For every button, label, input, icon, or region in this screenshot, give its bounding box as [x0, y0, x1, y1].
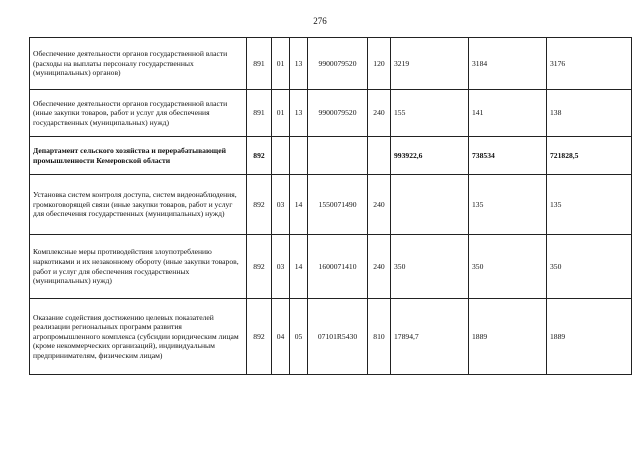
page-number: 276	[313, 16, 327, 26]
target-code: 1600071410	[308, 235, 368, 299]
value-2: 3184	[469, 38, 547, 90]
value-3: 138	[547, 90, 632, 137]
table-row	[30, 137, 632, 175]
section-code: 04	[272, 299, 290, 375]
value-1: 17894,7	[391, 299, 469, 375]
table-row	[30, 175, 632, 235]
subsection-code: 05	[290, 299, 308, 375]
section-code	[272, 137, 290, 175]
type-code: 240	[368, 235, 391, 299]
ministry-code: 891	[247, 38, 272, 90]
subsection-code: 13	[290, 38, 308, 90]
value-2: 350	[469, 235, 547, 299]
type-code: 240	[368, 175, 391, 235]
table-row	[30, 299, 632, 375]
budget-table	[29, 37, 632, 375]
value-2: 738534	[469, 137, 547, 175]
section-code: 03	[272, 175, 290, 235]
table-row	[30, 235, 632, 299]
table-row	[30, 38, 632, 90]
target-code: 9900079520	[308, 38, 368, 90]
section-code: 01	[272, 90, 290, 137]
row-name: Комплексные меры противодействия злоупотреблению наркотиками и их незаконному обороту (иные закупки товаров, работ и услуг для обеспечения государственных (муниципальных) нужд)	[30, 235, 247, 299]
target-code: 9900079520	[308, 90, 368, 137]
section-code: 01	[272, 38, 290, 90]
ministry-code: 891	[247, 90, 272, 137]
table-row	[30, 90, 632, 137]
section-code: 03	[272, 235, 290, 299]
target-code: 1550071490	[308, 175, 368, 235]
type-code	[368, 137, 391, 175]
subsection-code: 14	[290, 235, 308, 299]
row-name: Обеспечение деятельности органов государственной власти (расходы на выплаты персоналу государственных (муниципальных) органов)	[30, 38, 247, 90]
value-2: 1889	[469, 299, 547, 375]
row-name: Обеспечение деятельности органов государственной власти (иные закупки товаров, работ и услуг для обеспечения государственных (муниципальных) нужд)	[30, 90, 247, 137]
value-1: 3219	[391, 38, 469, 90]
target-code: 07101R5430	[308, 299, 368, 375]
type-code: 120	[368, 38, 391, 90]
value-1: 993922,6	[391, 137, 469, 175]
ministry-code: 892	[247, 137, 272, 175]
ministry-code: 892	[247, 299, 272, 375]
row-name: Оказание содействия достижению целевых показателей реализации региональных программ развития агропромышленного комплекса (субсидии юридическим лицам (кроме некоммерческих организаций), индивидуальным предпринимателям, физическим лицам)	[30, 299, 247, 375]
value-1: 350	[391, 235, 469, 299]
value-3: 721828,5	[547, 137, 632, 175]
value-3: 1889	[547, 299, 632, 375]
type-code: 240	[368, 90, 391, 137]
subsection-code: 14	[290, 175, 308, 235]
value-1	[391, 175, 469, 235]
value-2: 141	[469, 90, 547, 137]
row-name: Установка систем контроля доступа, систем видеонаблюдения, громкоговорящей связи (иные закупки товаров, работ и услуг для обеспечения государственных (муниципальных) нужд)	[30, 175, 247, 235]
ministry-code: 892	[247, 235, 272, 299]
row-name: Департамент сельского хозяйства и перерабатывающей промышленности Кемеровской области	[30, 137, 247, 175]
subsection-code: 13	[290, 90, 308, 137]
value-1: 155	[391, 90, 469, 137]
ministry-code: 892	[247, 175, 272, 235]
value-2: 135	[469, 175, 547, 235]
value-3: 350	[547, 235, 632, 299]
value-3: 3176	[547, 38, 632, 90]
target-code	[308, 137, 368, 175]
type-code: 810	[368, 299, 391, 375]
subsection-code	[290, 137, 308, 175]
value-3: 135	[547, 175, 632, 235]
